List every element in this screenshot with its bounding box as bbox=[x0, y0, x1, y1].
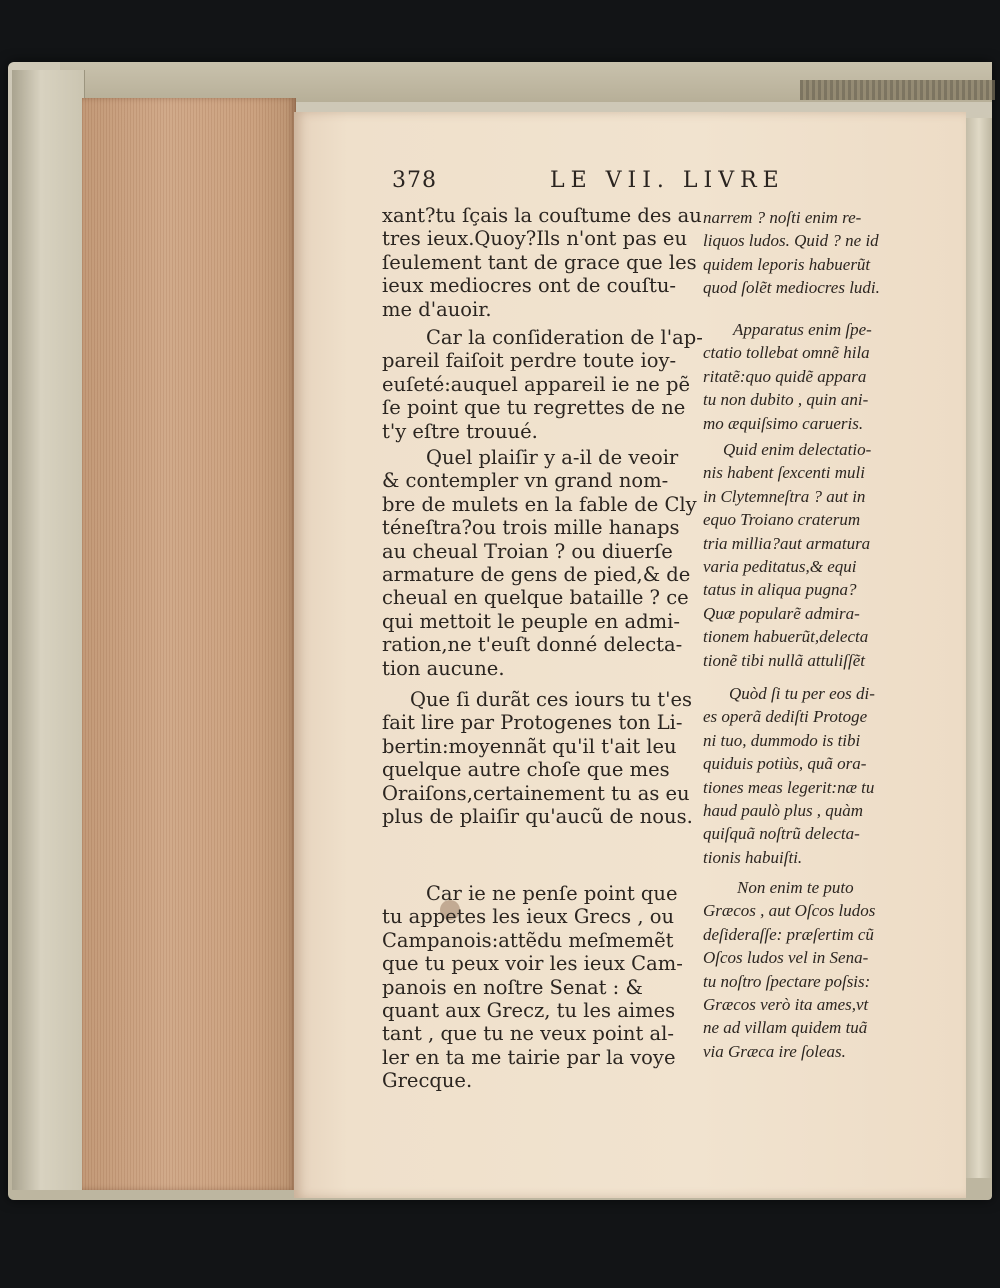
text-line: tionẽ tibi nullã attuliſſẽt bbox=[703, 650, 865, 670]
text-line: tionem habuerũt,delecta bbox=[703, 627, 869, 647]
text-line: t'y eſtre trouué. bbox=[382, 419, 538, 443]
text-line: Græcos verò ita ames,vt bbox=[703, 995, 869, 1015]
text-line: quidem leporis habuerũt bbox=[703, 254, 871, 274]
text-line: Quòd ſi tu per eos di- bbox=[729, 684, 875, 703]
french-paragraph-2 bbox=[382, 326, 703, 443]
text-line: quod ſolẽt mediocres ludi. bbox=[703, 278, 880, 298]
latin-paragraph-4 bbox=[703, 682, 925, 869]
text-line: ritatẽ:quo quidẽ appara bbox=[703, 366, 867, 386]
page-right-edge bbox=[966, 118, 992, 1178]
text-line: Quel plaiſir y a-il de veoir bbox=[426, 446, 679, 469]
french-paragraph-3 bbox=[382, 446, 697, 680]
french-paragraph-1 bbox=[382, 204, 702, 321]
text-line: liquos ludos. Quid ? ne id bbox=[703, 231, 879, 251]
vellum-cover-flap bbox=[12, 70, 85, 1190]
text-line: xant?tu ſçais la couſtume des au bbox=[382, 204, 702, 227]
text-line: que tu peux voir les ieux Cam- bbox=[382, 952, 683, 976]
text-line: quiduis potiùs, quã ora- bbox=[703, 754, 867, 774]
text-line: ſeulement tant de grace que les bbox=[382, 250, 697, 274]
text-line: fait lire par Protogenes ton Li- bbox=[382, 711, 683, 735]
text-line: ne ad villam quidem tuã bbox=[703, 1018, 868, 1038]
text-line: tria millia?aut armatura bbox=[703, 533, 871, 553]
text-line: narrem ? noſti enim re- bbox=[703, 208, 862, 227]
text-line: Car la conſideration de l'ap- bbox=[426, 326, 703, 349]
text-line: Que ſi durãt ces iours tu t'es bbox=[410, 688, 693, 711]
text-line: Quid enim delectatio- bbox=[723, 440, 872, 459]
text-line: ctatio tollebat omnẽ hila bbox=[703, 343, 870, 363]
text-line: haud paulò plus , quàm bbox=[703, 801, 864, 821]
text-line: armature de gens de pied,& de bbox=[382, 563, 691, 587]
text-line: quiſquã noſtrũ delecta- bbox=[703, 824, 860, 844]
text-line: tu non dubito , quin ani- bbox=[703, 390, 869, 410]
text-line: Oraiſons,certainement tu as eu bbox=[382, 781, 690, 805]
latin-paragraph-2 bbox=[703, 318, 925, 435]
text-line: pareil faiſoit perdre toute ioy- bbox=[382, 349, 677, 373]
text-line: Apparatus enim ſpe- bbox=[733, 320, 872, 339]
text-line: tion aucune. bbox=[382, 656, 505, 680]
text-line: tionis habuiſti. bbox=[703, 847, 803, 867]
text-line: ration,ne t'euſt donné delecta- bbox=[382, 633, 683, 657]
text-line: & contempler vn grand nom- bbox=[382, 469, 669, 493]
text-line: ſe point que tu regrettes de ne bbox=[382, 396, 686, 420]
text-line: tant , que tu ne veux point al- bbox=[382, 1022, 674, 1046]
text-line: Campanois:attẽdu meſmemẽt bbox=[382, 928, 674, 952]
text-line: euſeté:auquel appareil ie ne pẽ bbox=[382, 372, 691, 396]
text-line: quelque autre choſe que mes bbox=[382, 758, 670, 782]
french-paragraph-5 bbox=[382, 882, 692, 1093]
text-line: Car ie ne penſe point que bbox=[426, 882, 678, 905]
text-line: Græcos , aut Oſcos ludos bbox=[703, 901, 876, 921]
text-line: tatus in aliqua pugna? bbox=[703, 580, 857, 600]
text-line: nis habent ſexcenti muli bbox=[703, 463, 865, 483]
latin-paragraph-3 bbox=[703, 438, 925, 672]
text-line: téneſtra?ou trois mille hanaps bbox=[382, 516, 680, 540]
text-line: varia peditatus,& equi bbox=[703, 557, 857, 577]
text-line: equo Troiano craterum bbox=[703, 510, 861, 530]
text-line: Grecque. bbox=[382, 1069, 473, 1093]
running-header bbox=[392, 168, 812, 202]
text-line: qui mettoit le peuple en admi- bbox=[382, 609, 680, 633]
running-head: LE VII. LIVRE bbox=[550, 168, 785, 193]
text-line: Non enim te puto bbox=[737, 878, 854, 897]
text-line: quant aux Grecz, tu les aimes bbox=[382, 999, 676, 1023]
text-line: in Clytemneſtra ? aut in bbox=[703, 486, 866, 506]
page-number: 378 bbox=[392, 168, 437, 193]
french-paragraph-4 bbox=[382, 688, 692, 828]
text-line: Oſcos ludos vel in Sena- bbox=[703, 948, 869, 968]
text-line: me d'auoir. bbox=[382, 297, 492, 321]
text-line: tiones meas legerit:næ tu bbox=[703, 777, 875, 797]
text-line: es operã dediſti Protoge bbox=[703, 707, 868, 727]
text-line: tu noſtro ſpectare poſsis: bbox=[703, 971, 871, 991]
text-line: Quæ popularẽ admira- bbox=[703, 603, 860, 623]
latin-paragraph-5 bbox=[703, 876, 925, 1063]
text-line: cheual en quelque bataille ? ce bbox=[382, 586, 689, 610]
text-line: tres ieux.Quoy?Ils n'ont pas eu bbox=[382, 227, 688, 251]
text-line: ieux mediocres ont de couſtu- bbox=[382, 274, 676, 298]
text-line: panois en noſtre Senat : & bbox=[382, 975, 643, 999]
text-line: deſideraſſe: præſertim cũ bbox=[703, 924, 874, 944]
text-line: bertin:moyennãt qu'il t'ait leu bbox=[382, 734, 677, 758]
text-line: tu appetes les ieux Grecs , ou bbox=[382, 905, 675, 929]
text-line: plus de plaiſir qu'aucũ de nous. bbox=[382, 805, 693, 829]
page-edges bbox=[82, 98, 296, 1190]
text-line: au cheual Troian ? ou diuerſe bbox=[382, 539, 673, 563]
text-line: ni tuo, dummodo is tibi bbox=[703, 730, 861, 750]
text-line: via Græca ire ſoleas. bbox=[703, 1041, 846, 1061]
text-line: mo æquiſsimo carueris. bbox=[703, 413, 864, 433]
spine-band bbox=[800, 80, 995, 100]
text-line: bre de mulets en la fable de Cly bbox=[382, 492, 697, 516]
latin-paragraph-1 bbox=[703, 206, 925, 300]
text-line: ler en ta me tairie par la voye bbox=[382, 1045, 676, 1069]
